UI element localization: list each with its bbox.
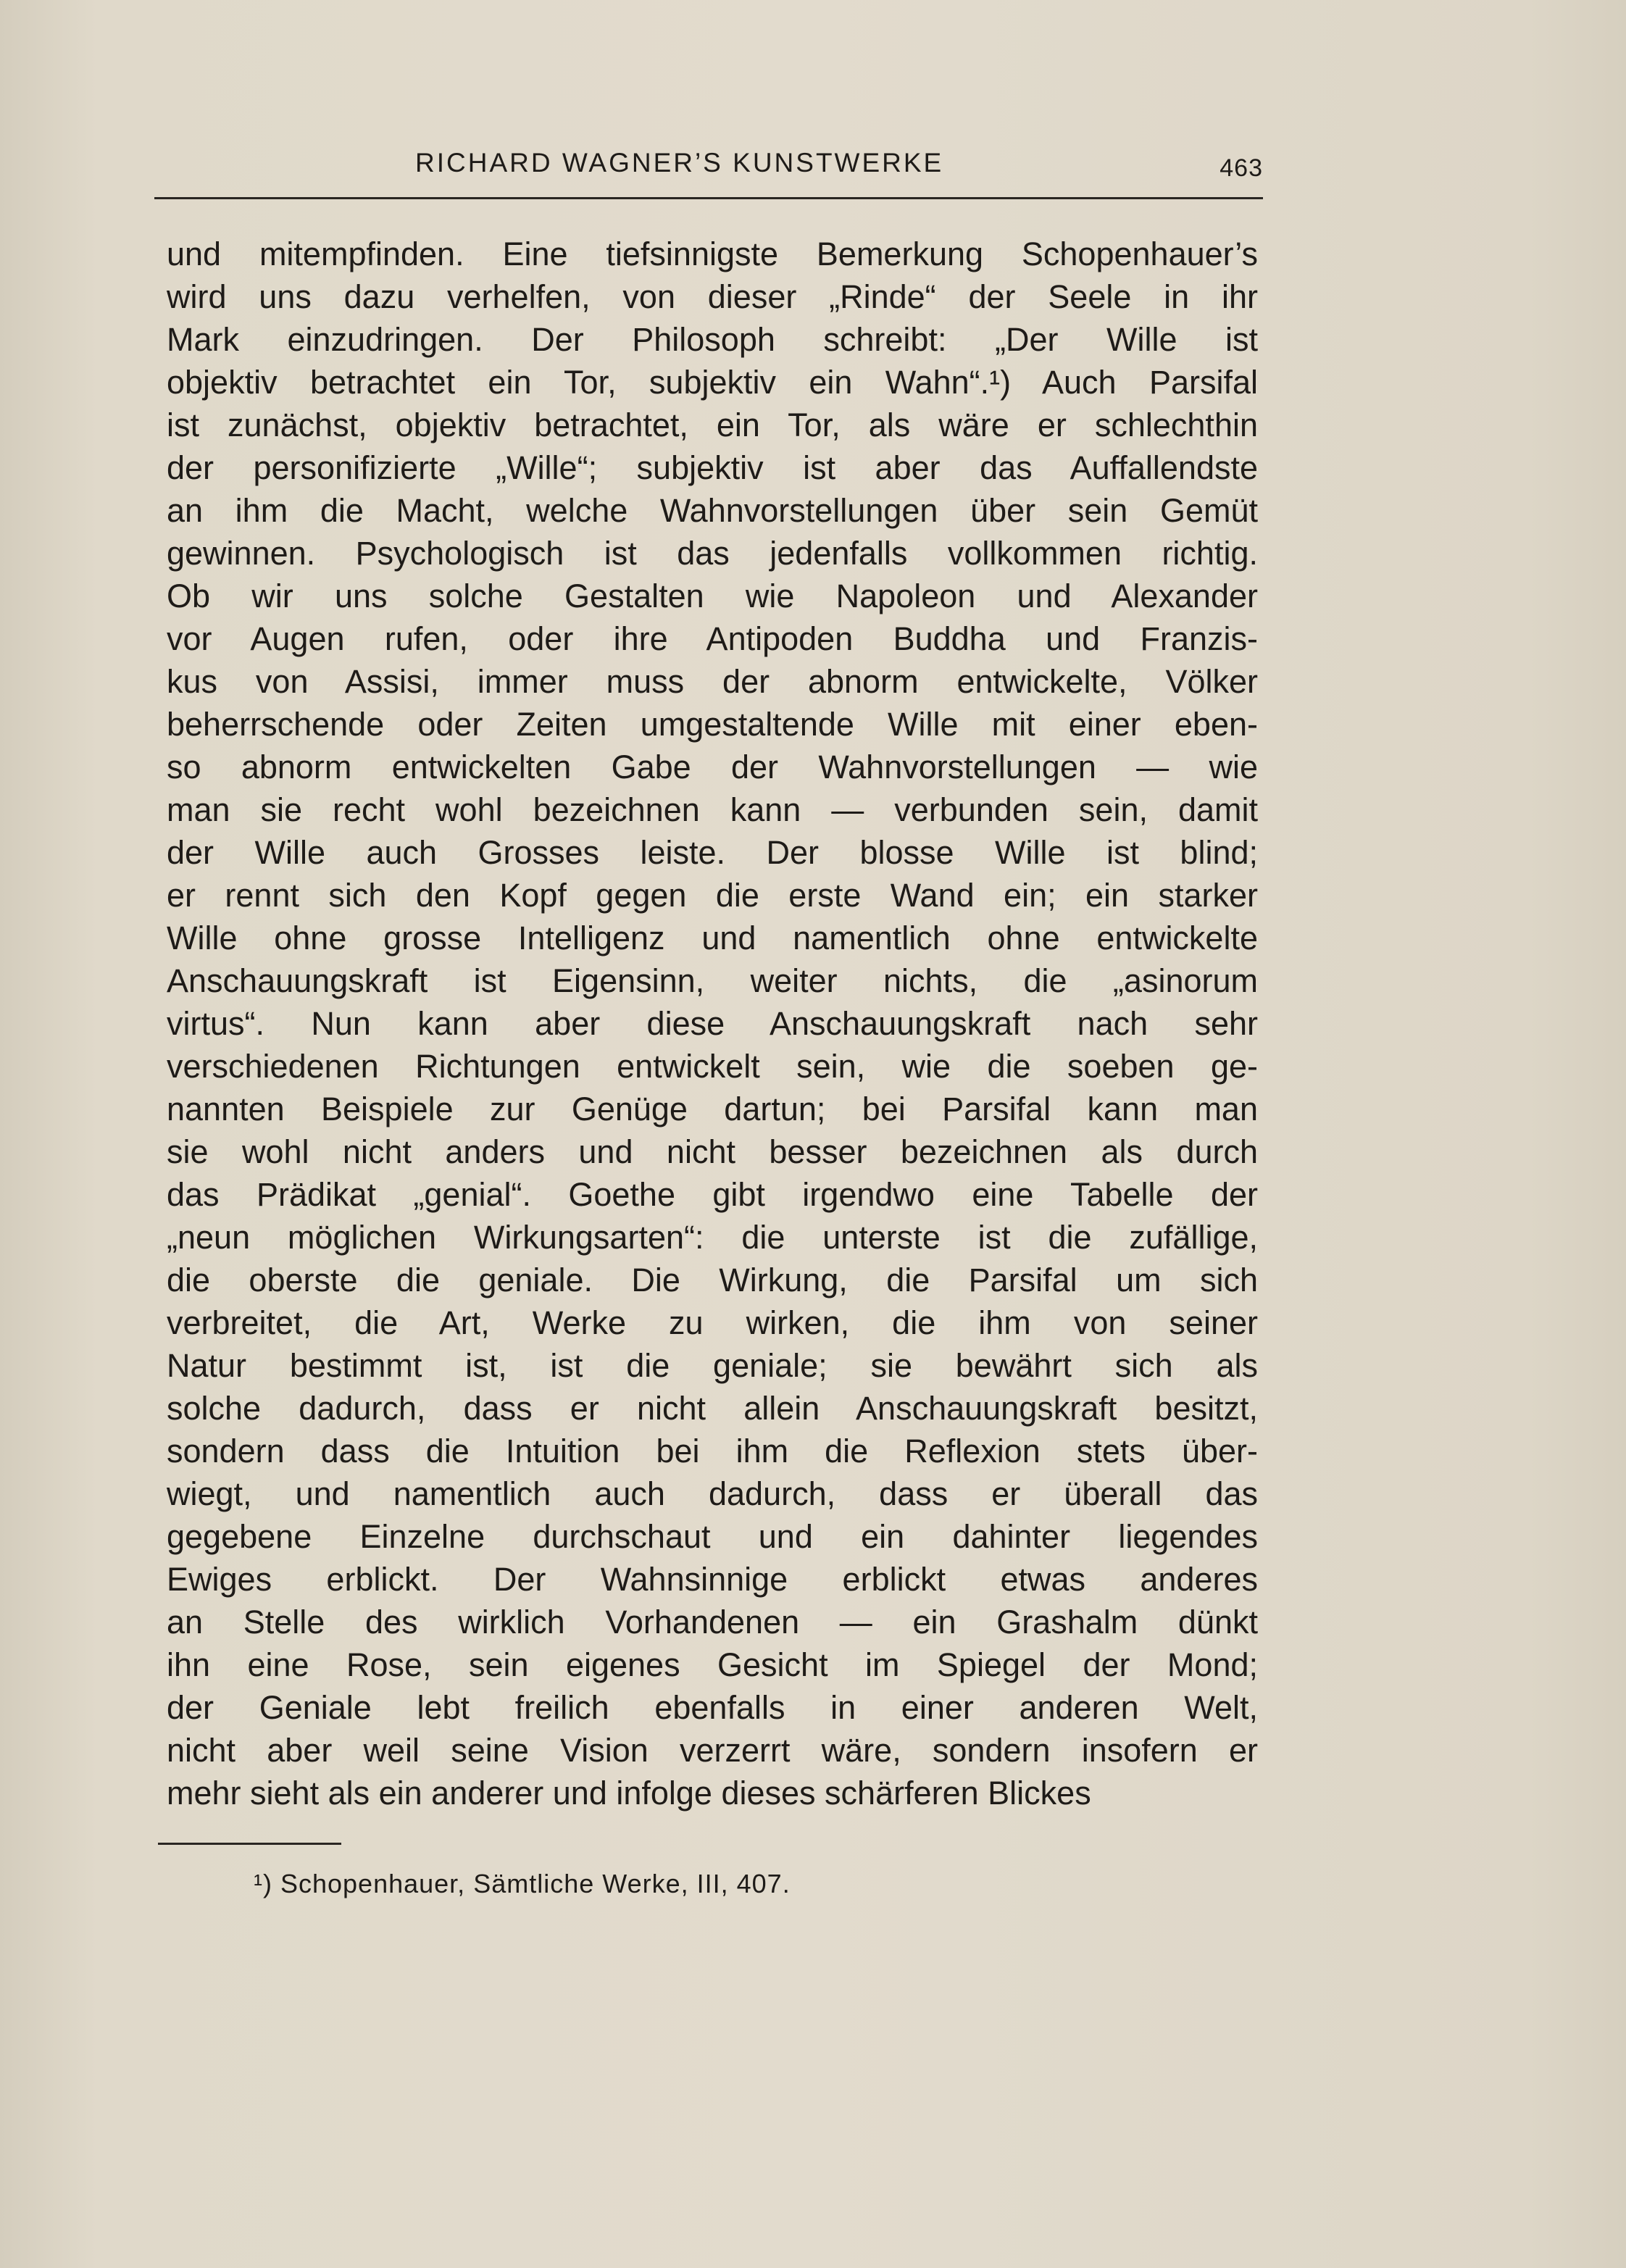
text-line: ist zunächst, objektiv betrachtet, ein Tor, als wäre er schlechthin bbox=[167, 407, 1258, 443]
text-line: an ihm die Macht, welche Wahnvorstellungen über sein Gemüt bbox=[167, 492, 1258, 529]
text-line: nicht aber weil seine Vision verzerrt wäre, sondern insofern er bbox=[167, 1732, 1258, 1769]
text-line: beherrschende oder Zeiten umgestaltende Wille mit einer eben- bbox=[167, 706, 1258, 743]
text-line: „neun möglichen Wirkungsarten“: die unterste ist die zufällige, bbox=[167, 1219, 1258, 1256]
text-line: an Stelle des wirklich Vorhandenen — ein Grashalm dünkt bbox=[167, 1604, 1258, 1640]
text-line: der personifizierte „Wille“; subjektiv ist aber das Auffallendste bbox=[167, 449, 1258, 486]
text-line: verbreitet, die Art, Werke zu wirken, die ihm von seiner bbox=[167, 1304, 1258, 1341]
text-line: der Wille auch Grosses leiste. Der blosse Wille ist blind; bbox=[167, 834, 1258, 871]
text-line: ihn eine Rose, sein eigenes Gesicht im Spiegel der Mond; bbox=[167, 1646, 1258, 1683]
text-line: Ewiges erblickt. Der Wahnsinnige erblickt etwas anderes bbox=[167, 1561, 1258, 1598]
text-line: sie wohl nicht anders und nicht besser bezeichnen als durch bbox=[167, 1133, 1258, 1170]
page-header bbox=[154, 142, 1263, 193]
text-line: solche dadurch, dass er nicht allein Anschauungskraft besitzt, bbox=[167, 1390, 1258, 1427]
footnote-rule bbox=[158, 1843, 341, 1845]
header-rule bbox=[154, 197, 1263, 199]
text-line: gegebene Einzelne durchschaut und ein dahinter liegendes bbox=[167, 1518, 1258, 1555]
text-line: sondern dass die Intuition bei ihm die Reflexion stets über- bbox=[167, 1433, 1258, 1469]
text-line: Natur bestimmt ist, ist die geniale; sie bewährt sich als bbox=[167, 1347, 1258, 1384]
text-line: so abnorm entwickelten Gabe der Wahnvorstellungen — wie bbox=[167, 749, 1258, 785]
text-line: und mitempfinden. Eine tiefsinnigste Bemerkung Schopenhauer’s bbox=[167, 235, 1258, 272]
text-line: wird uns dazu verhelfen, von dieser „Rinde“ der Seele in ihr bbox=[167, 278, 1258, 315]
text-line: Wille ohne grosse Intelligenz und namentlich ohne entwickelte bbox=[167, 920, 1258, 956]
text-line: er rennt sich den Kopf gegen die erste Wand ein; ein starker bbox=[167, 877, 1258, 914]
text-line: der Geniale lebt freilich ebenfalls in einer anderen Welt, bbox=[167, 1689, 1258, 1726]
text-line: gewinnen. Psychologisch ist das jedenfalls vollkommen richtig. bbox=[167, 535, 1258, 572]
text-line: man sie recht wohl bezeichnen kann — verbunden sein, damit bbox=[167, 791, 1258, 828]
text-line: Ob wir uns solche Gestalten wie Napoleon und Alexander bbox=[167, 578, 1258, 614]
text-line: kus von Assisi, immer muss der abnorm entwickelte, Völker bbox=[167, 663, 1258, 700]
text-line: das Prädikat „genial“. Goethe gibt irgendwo eine Tabelle der bbox=[167, 1176, 1258, 1213]
body-text bbox=[167, 233, 1258, 1814]
text-line: vor Augen rufen, oder ihre Antipoden Buddha und Franzis- bbox=[167, 620, 1258, 657]
page-number: 463 bbox=[1220, 154, 1263, 182]
text-line: Mark einzudringen. Der Philosoph schreibt: „Der Wille ist bbox=[167, 321, 1258, 358]
running-title: RICHARD WAGNER’S KUNSTWERKE bbox=[415, 148, 944, 178]
text-line: nannten Beispiele zur Genüge dartun; bei Parsifal kann man bbox=[167, 1091, 1258, 1127]
text-line: virtus“. Nun kann aber diese Anschauungskraft nach sehr bbox=[167, 1005, 1258, 1042]
text-line: objektiv betrachtet ein Tor, subjektiv ein Wahn“.¹) Auch Parsifal bbox=[167, 364, 1258, 401]
text-line: mehr sieht als ein anderer und infolge dieses schärferen Blickes bbox=[167, 1775, 1091, 1812]
text-line: die oberste die geniale. Die Wirkung, die Parsifal um sich bbox=[167, 1262, 1258, 1298]
footnote: ¹) Schopenhauer, Sämtliche Werke, III, 407. bbox=[254, 1869, 791, 1898]
text-line: wiegt, und namentlich auch dadurch, dass er überall das bbox=[167, 1475, 1258, 1512]
text-line: verschiedenen Richtungen entwickelt sein, wie die soeben ge- bbox=[167, 1048, 1258, 1085]
text-line: Anschauungskraft ist Eigensinn, weiter nichts, die „asinorum bbox=[167, 962, 1258, 999]
